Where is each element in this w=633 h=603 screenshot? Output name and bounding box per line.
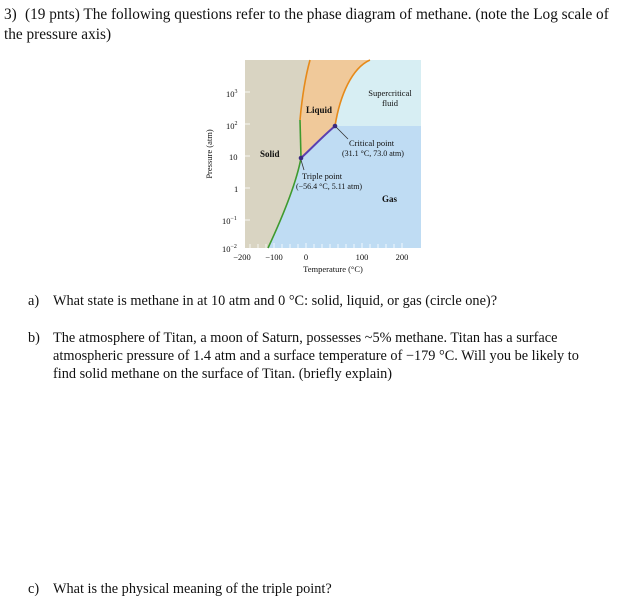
y-tick-label: $10^3$ (226, 89, 238, 99)
part-a-text: What state is methane in at 10 atm and 0 °C: solid, liquid, or gas (circle one)? (53, 293, 498, 309)
supercritical-label: Supercritical (368, 88, 412, 98)
y-tick-label: $10^{-2}$ (222, 244, 237, 254)
x-tick-label: 100 (355, 252, 369, 262)
gas-label: Gas (382, 194, 398, 204)
solid-label: Solid (260, 149, 280, 159)
triple-point-label: Triple point (302, 171, 343, 181)
triple-point-marker (299, 156, 304, 161)
part-b-line1: The atmosphere of Titan, a moon of Saturn, possesses ~5% methane. Titan has a surface (53, 330, 558, 346)
question-text-line2: the pressure axis) (4, 26, 112, 43)
y-axis-label: Pressure (atm) (204, 129, 214, 179)
fusion-curve (300, 120, 301, 158)
y-tick-label: 1 (234, 184, 239, 194)
critical-point-label: Critical point (349, 138, 395, 148)
y-tick-label: $10^{-1}$ (222, 216, 237, 226)
y-tick-label: 10 (229, 152, 238, 162)
question-number: 3) (4, 6, 17, 23)
x-tick-label: 0 (303, 252, 309, 262)
liquid-label: Liquid (306, 105, 333, 115)
part-b-label: b) (28, 330, 40, 346)
triple-point-detail: (−56.4 °C, 5.11 atm) (296, 182, 363, 191)
x-tick-label: 200 (395, 252, 409, 262)
part-a-label: a) (28, 293, 40, 309)
part-b-line3: find solid methane on the surface of Titan. (briefly explain) (53, 366, 393, 382)
x-axis-label: Temperature (°C) (303, 264, 363, 274)
question-text-line1: (19 pnts) The following questions refer to the phase diagram of methane. (note the Log scale of (25, 6, 609, 23)
part-b-line2: atmospheric pressure of 1.4 atm and a surface temperature of −179 °C. Will you be likely to (53, 348, 579, 364)
x-tick-label: −200 (233, 252, 251, 262)
part-c-label: c) (28, 581, 40, 597)
x-tick-label: −100 (265, 252, 283, 262)
critical-point-detail: (31.1 °C, 73.0 atm) (342, 149, 404, 158)
supercritical-label: fluid (381, 98, 399, 108)
y-tick-label: $10^2$ (226, 121, 238, 131)
part-c-text: What is the physical meaning of the triple point? (53, 581, 332, 597)
